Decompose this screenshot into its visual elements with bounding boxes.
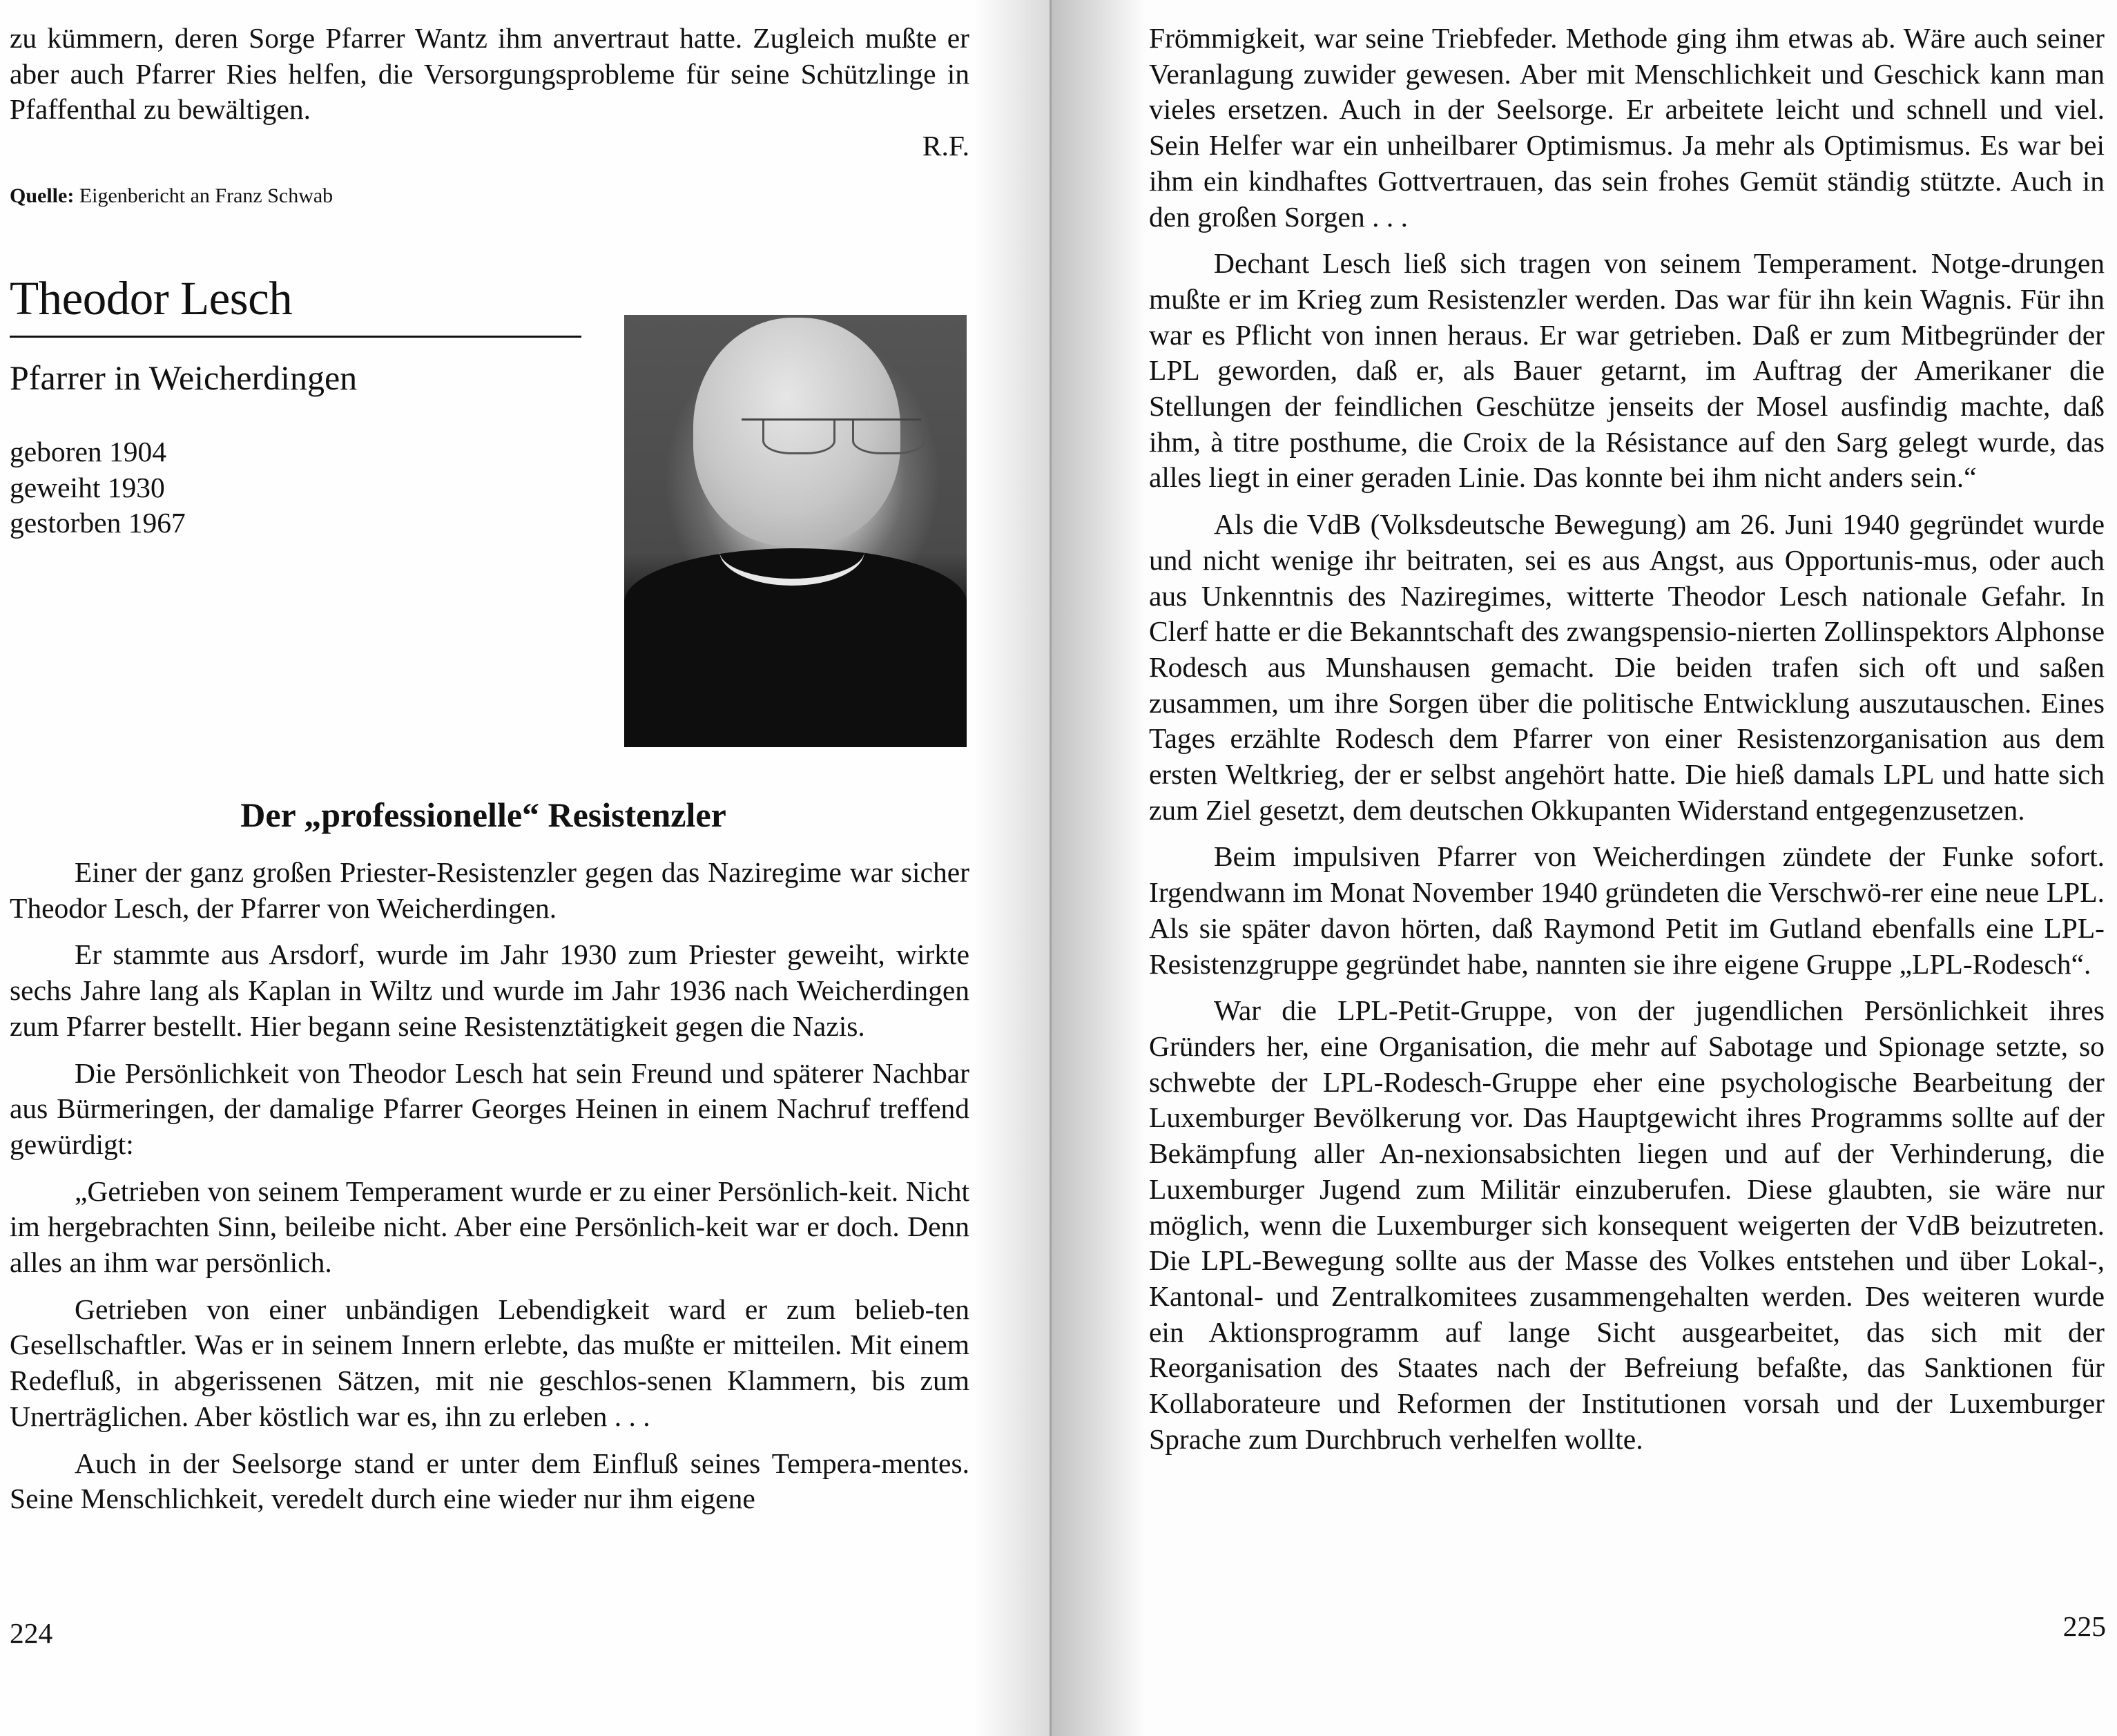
paragraph: War die LPL-Petit-Gruppe, von der jugendlichen Persönlichkeit ihres Gründers her, eine Organisation, die mehr auf Sabotage und Spionage setzte, so schwebte der LPL-Rodesch-Gruppe eher eine psychologische Bearbeitung der Luxemburger Bevölkerung vor. Das Hauptgewicht ihres Programms sollte auf der Bekämpfung aller An-nexionsabsichten liegen und auf der Verhinderung, die Luxemburger Jugend zum Militär einzuberufen. Diese glaubten, sie wäre nur möglich, wenn die Luxemburger sich konsequent weigerten der VdB beizutreten. Die LPL-Bewegung sollte aus der Masse des Volkes entstehen und über Lokal-, Kantonal- und Zentralkomitees zusammengehalten werden. Des weiteren wurde ein Aktionsprogramm auf lange Sicht ausgearbeitet, das sich mit der Reorganisation des Staates nach der Befreiung befaßte, das Sanktionen für Kollaborateure und Reformen der Institutionen vorsah und der Luxemburger Sprache zum Durchbruch verhelfen wollte. [1149, 994, 2105, 1455]
portrait-glasses [742, 418, 921, 455]
quote-paragraph: Frömmigkeit, war seine Triebfeder. Methode ging ihm etwas ab. Wäre auch seiner Veranlagung zuwider gewesen. Aber mit Menschlichkeit und Geschick kann man vieles ersetzen. Auch in der Seelsorge. Er arbeitete leicht und schnell und viel. Sein Helfer war ein unheilbarer Optimismus. Ja mehr als Optimismus. Es war bei ihm ein kindhaftes Gottvertrauen, das sein frohes Gemüt ständig stützte. Auch in den großen Sorgen . . . [1149, 22, 2105, 233]
vital-born: geboren 1904 [10, 436, 167, 467]
paragraph: Beim impulsiven Pfarrer von Weicherdingen zündete der Funke sofort. Irgendwann im Monat November 1940 gründeten die Verschwö-rer eine neue LPL. Als sie später davon hörten, daß Raymond Petit im Gutland ebenfalls eine LPL-Resistenzgruppe gegründet habe, nannten sie ihre eigene Gruppe „LPL-Rodesch“. [1149, 840, 2105, 980]
continuation-paragraph: zu kümmern, deren Sorge Pfarrer Wantz ihm anvertraut hatte. Zugleich mußte er aber auch Pfarrer Ries helfen, die Versorgungsprobleme für seine Schützlinge in Pfaffenthal zu bewältigen. [10, 22, 969, 126]
source-label: Quelle: [10, 184, 75, 208]
vital-died: gestorben 1967 [10, 507, 186, 539]
quote-paragraph: Auch in der Seelsorge stand er unter dem Einfluß seines Tempera-mentes. Seine Menschlichkeit, veredelt durch eine wieder nur ihm eigene [10, 1447, 969, 1515]
person-name: Theodor Lesch [10, 272, 293, 325]
title-rule [10, 336, 581, 338]
paragraph: Die Persönlichkeit von Theodor Lesch hat sein Freund und späterer Nachbar aus Bürmeringen, der damalige Pfarrer Georges Heinen in einem Nachruf treffend gewürdigt: [10, 1057, 969, 1160]
paragraph: Als die VdB (Volksdeutsche Bewegung) am 26. Juni 1940 gegründet wurde und nicht wenige ihr beitraten, sei es aus Angst, aus Opportunis-mus, oder auch aus Unkenntnis des Naziregimes, witterte Theodor Lesch nationale Gefahr. In Clerf hatte er die Bekanntschaft des zwangspensio-nierten Zollinspektors Alphonse Rodesch aus Munshausen gemacht. Die beiden trafen sich oft und saßen zusammen, um ihre Sorgen über die politische Entwicklung auszutauschen. Eines Tages erzählte Rodesch dem Pfarrer von einer Resistenzorganisation aus dem ersten Weltkrieg, der er selbst angehört hatte. Die hieß damals LPL und hatte sich zum Ziel gesetzt, dem deutschen Okkupanten Widerstand entgegenzusetzen. [1149, 508, 2105, 826]
article-body-left [10, 855, 969, 1517]
page-number: 224 [10, 1617, 53, 1649]
section-heading: Der „professionelle“ Resistenzler [240, 795, 726, 834]
page-number: 225 [2062, 1610, 2106, 1642]
article-body-right [1149, 21, 2105, 1457]
book-gutter [1050, 0, 1052, 1736]
portrait-photo [624, 315, 967, 747]
portrait-collar [719, 517, 864, 586]
person-role: Pfarrer in Weicherdingen [10, 358, 358, 397]
quote-paragraph: „Getrieben von seinem Temperament wurde er zu einer Persönlich-keit. Nicht im hergebrachten Sinn, beileibe nicht. Aber eine Persönlich-keit war er doch. Denn alles an ihm war persönlich. [10, 1175, 969, 1279]
vital-ordained: geweiht 1930 [10, 471, 165, 503]
quote-paragraph: Getrieben von einer unbändigen Lebendigkeit ward er zum belieb-ten Gesellschaftler. Was er in seinem Innern erlebte, das mußte er mitteilen. Mit einem Redefluß, in abgerissenen Sätzen, mit nie geschlos-senen Klammern, bis zum Unerträglichen. Aber köstlich war es, ihn zu erleben . . . [10, 1293, 969, 1432]
gutter-shadow [974, 0, 1050, 1736]
paragraph: Er stammte aus Arsdorf, wurde im Jahr 1930 zum Priester geweiht, wirkte sechs Jahre lang als Kaplan in Wiltz und wurde im Jahr 1936 nach Weicherdingen zum Pfarrer bestellt. Hier begann seine Resistenztätigkeit gegen die Nazis. [10, 938, 969, 1042]
gutter-shadow [1050, 0, 1146, 1736]
paragraph: Einer der ganz großen Priester-Resistenzler gegen das Naziregime war sicher Theodor Lesch, der Pfarrer von Weicherdingen. [10, 856, 969, 924]
source-text: Eigenbericht an Franz Schwab [79, 184, 334, 208]
previous-article-end [10, 21, 969, 209]
author-initials: R.F. [922, 130, 969, 162]
source-note [10, 183, 969, 209]
page-224 [0, 0, 1050, 1736]
person-vitals [10, 434, 583, 541]
profile-header [10, 271, 583, 541]
quote-paragraph: Dechant Lesch ließ sich tragen von seinem Temperament. Notge-drungen mußte er im Krieg zum Resistenzler werden. Das war für ihn kein Wagnis. Für ihn war es Pflicht von innen heraus. Er war getrieben. Daß er zum Mitbegründer der LPL geworden, daß er, als Bauer getarnt, im Auftrag der Amerikaner die Stellungen der feindlichen Geschütze jenseits der Mosel ausfindig machte, daß ihm, à titre posthume, die Croix de la Résistance auf den Sarg gelegt wurde, das alles liegt in einer geraden Linie. Das konnte bei ihm nicht anders sein.“ [1149, 247, 2105, 494]
